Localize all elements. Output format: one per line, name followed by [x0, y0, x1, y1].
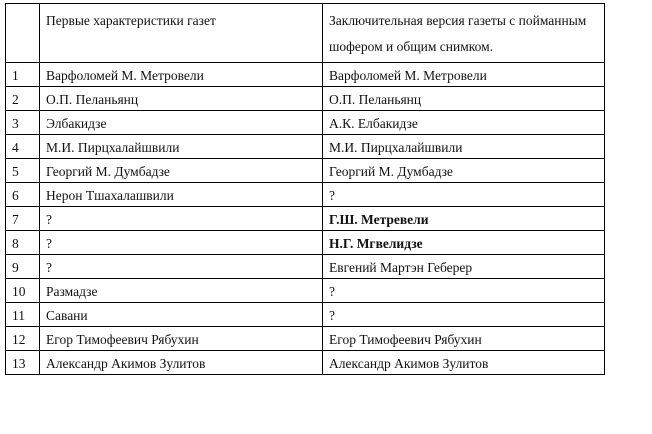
table-row	[6, 279, 605, 303]
final-version-cell: А.К. Елбакидзе	[323, 111, 605, 135]
row-number-cell: 6	[6, 183, 40, 207]
table-row	[6, 159, 605, 183]
final-version-cell: Варфоломей М. Метровели	[323, 63, 605, 87]
final-version-cell: ?	[323, 183, 605, 207]
table-row	[6, 327, 605, 351]
table-row	[6, 111, 605, 135]
row-number-cell: 11	[6, 303, 40, 327]
final-version-cell: Н.Г. Мгвелидзе	[323, 231, 605, 255]
final-version-cell: Г.Ш. Метревели	[323, 207, 605, 231]
header-final-version: Заключительная версия газеты с пойманным шофером и общим снимком.	[323, 4, 605, 63]
first-characteristic-cell: Александр Акимов Зулитов	[40, 351, 323, 375]
final-version-cell: Евгений Мартэн Геберер	[323, 255, 605, 279]
first-characteristic-cell: О.П. Пеланьянц	[40, 87, 323, 111]
row-number-cell: 4	[6, 135, 40, 159]
first-characteristic-cell: Савани	[40, 303, 323, 327]
final-version-cell: Егор Тимофеевич Рябухин	[323, 327, 605, 351]
first-characteristic-cell: Варфоломей М. Метровели	[40, 63, 323, 87]
first-characteristic-cell: ?	[40, 231, 323, 255]
row-number-cell: 8	[6, 231, 40, 255]
row-number-cell: 1	[6, 63, 40, 87]
first-characteristic-cell: ?	[40, 207, 323, 231]
row-number-cell: 2	[6, 87, 40, 111]
header-number-cell	[6, 4, 40, 63]
table-row	[6, 351, 605, 375]
header-first-characteristics: Первые характеристики газет	[40, 4, 323, 63]
table-row	[6, 135, 605, 159]
table-header-row	[6, 4, 605, 63]
comparison-table-wrapper	[5, 3, 605, 375]
row-number-cell: 5	[6, 159, 40, 183]
row-number-cell: 7	[6, 207, 40, 231]
first-characteristic-cell: Нерон Тшахалашвили	[40, 183, 323, 207]
table-row	[6, 303, 605, 327]
final-version-cell: ?	[323, 279, 605, 303]
table-row	[6, 207, 605, 231]
final-version-cell: Александр Акимов Зулитов	[323, 351, 605, 375]
row-number-cell: 12	[6, 327, 40, 351]
table-row	[6, 255, 605, 279]
table-row	[6, 231, 605, 255]
row-number-cell: 3	[6, 111, 40, 135]
final-version-cell: М.И. Пирцхалайшвили	[323, 135, 605, 159]
first-characteristic-cell: Элбакидзе	[40, 111, 323, 135]
table-row	[6, 63, 605, 87]
first-characteristic-cell: Георгий М. Думбадзе	[40, 159, 323, 183]
row-number-cell: 9	[6, 255, 40, 279]
table-row	[6, 183, 605, 207]
final-version-cell: Георгий М. Думбадзе	[323, 159, 605, 183]
first-characteristic-cell: ?	[40, 255, 323, 279]
first-characteristic-cell: М.И. Пирцхалайшвили	[40, 135, 323, 159]
first-characteristic-cell: Егор Тимофеевич Рябухин	[40, 327, 323, 351]
comparison-table	[5, 3, 605, 375]
first-characteristic-cell: Размадзе	[40, 279, 323, 303]
final-version-cell: ?	[323, 303, 605, 327]
row-number-cell: 13	[6, 351, 40, 375]
table-row	[6, 87, 605, 111]
final-version-cell: О.П. Пеланьянц	[323, 87, 605, 111]
row-number-cell: 10	[6, 279, 40, 303]
